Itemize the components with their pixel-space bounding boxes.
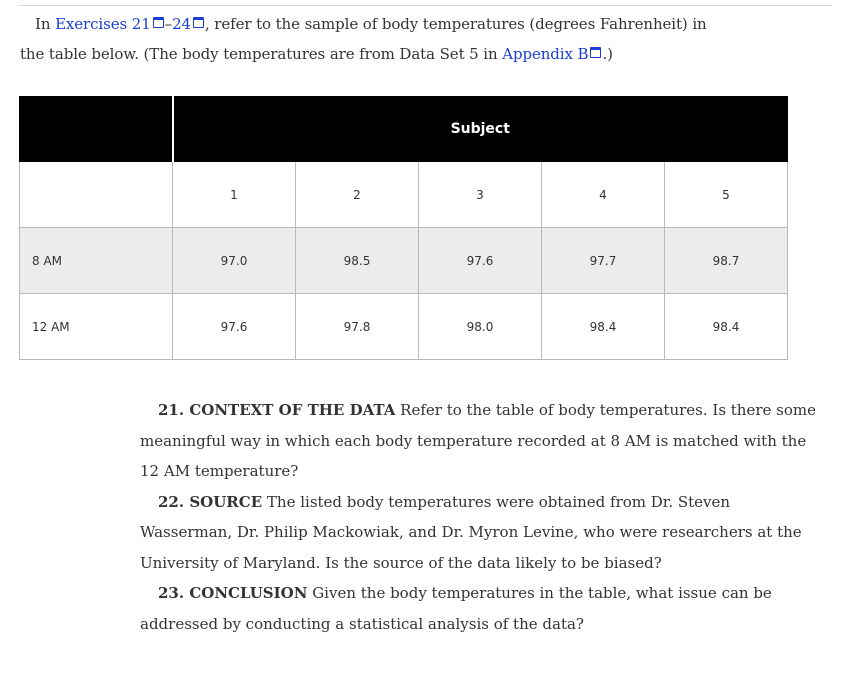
table-cell: 97.6 (173, 294, 296, 360)
external-link-icon (193, 17, 204, 28)
question-heading: 23. CONCLUSION (158, 584, 308, 602)
subject-row-label-cell (20, 162, 173, 228)
intro-line-2 (20, 39, 832, 69)
question-23 (140, 578, 820, 639)
subject-number: 2 (296, 162, 419, 228)
intro-text-start: In (35, 15, 56, 33)
subject-number: 4 (542, 162, 665, 228)
body-temperature-table (19, 96, 788, 360)
external-link-icon (590, 47, 601, 58)
question-text: Given the body temperatures in the table, what issue can be addressed by conducting a statistical analysis of the data? (140, 584, 772, 633)
subject-number: 3 (419, 162, 542, 228)
exercises-link-start[interactable]: Exercises 21 (55, 15, 151, 33)
table-cell: 97.8 (296, 294, 419, 360)
table-cell: 97.7 (542, 228, 665, 294)
subject-number: 5 (665, 162, 788, 228)
header-subject: Subject (173, 97, 788, 162)
question-22 (140, 487, 820, 579)
intro-text-line2: the table below. (The body temperatures are from Data Set 5 in (20, 45, 503, 63)
question-heading: 21. CONTEXT OF THE DATA (158, 401, 396, 419)
subject-number: 1 (173, 162, 296, 228)
row-label: 12 AM (20, 294, 173, 360)
question-heading: 22. SOURCE (158, 492, 263, 511)
table-row (20, 228, 788, 294)
external-link-icon (153, 17, 164, 28)
appendix-link[interactable]: Appendix B (502, 45, 589, 63)
intro-dash: – (164, 15, 173, 33)
table-cell: 98.4 (665, 294, 788, 360)
table-cell: 98.5 (296, 228, 419, 294)
exercises-link-end[interactable]: 24 (172, 15, 191, 33)
header-corner-cell (20, 97, 173, 162)
table-cell: 98.0 (419, 294, 542, 360)
question-21 (140, 395, 820, 487)
table-header-row (20, 97, 788, 162)
intro-line-1 (20, 9, 832, 39)
intro-paragraph (20, 9, 832, 69)
table-cell: 98.7 (665, 228, 788, 294)
intro-text-rest: , refer to the sample of body temperatures (degrees Fahrenheit) in (204, 15, 707, 33)
row-label: 8 AM (20, 228, 173, 294)
top-divider (18, 5, 832, 6)
table-cell: 97.6 (419, 228, 542, 294)
table-cell: 97.0 (173, 228, 296, 294)
intro-text-end: .) (602, 45, 613, 63)
question-text: The listed body temperatures were obtained from Dr. Steven Wasserman, Dr. Philip Mackowiak, and Dr. Myron Levine, who were researchers at the University of Maryland. Is the source of the data likely to be biased? (140, 492, 802, 572)
subject-number-row (20, 162, 788, 228)
table-cell: 98.4 (542, 294, 665, 360)
question-text: Refer to the table of body temperatures. Is there some meaningful way in which each body temperature recorded at 8 AM is matched with the 12 AM temperature? (140, 401, 816, 480)
table-row (20, 294, 788, 360)
exercise-questions (140, 395, 820, 639)
